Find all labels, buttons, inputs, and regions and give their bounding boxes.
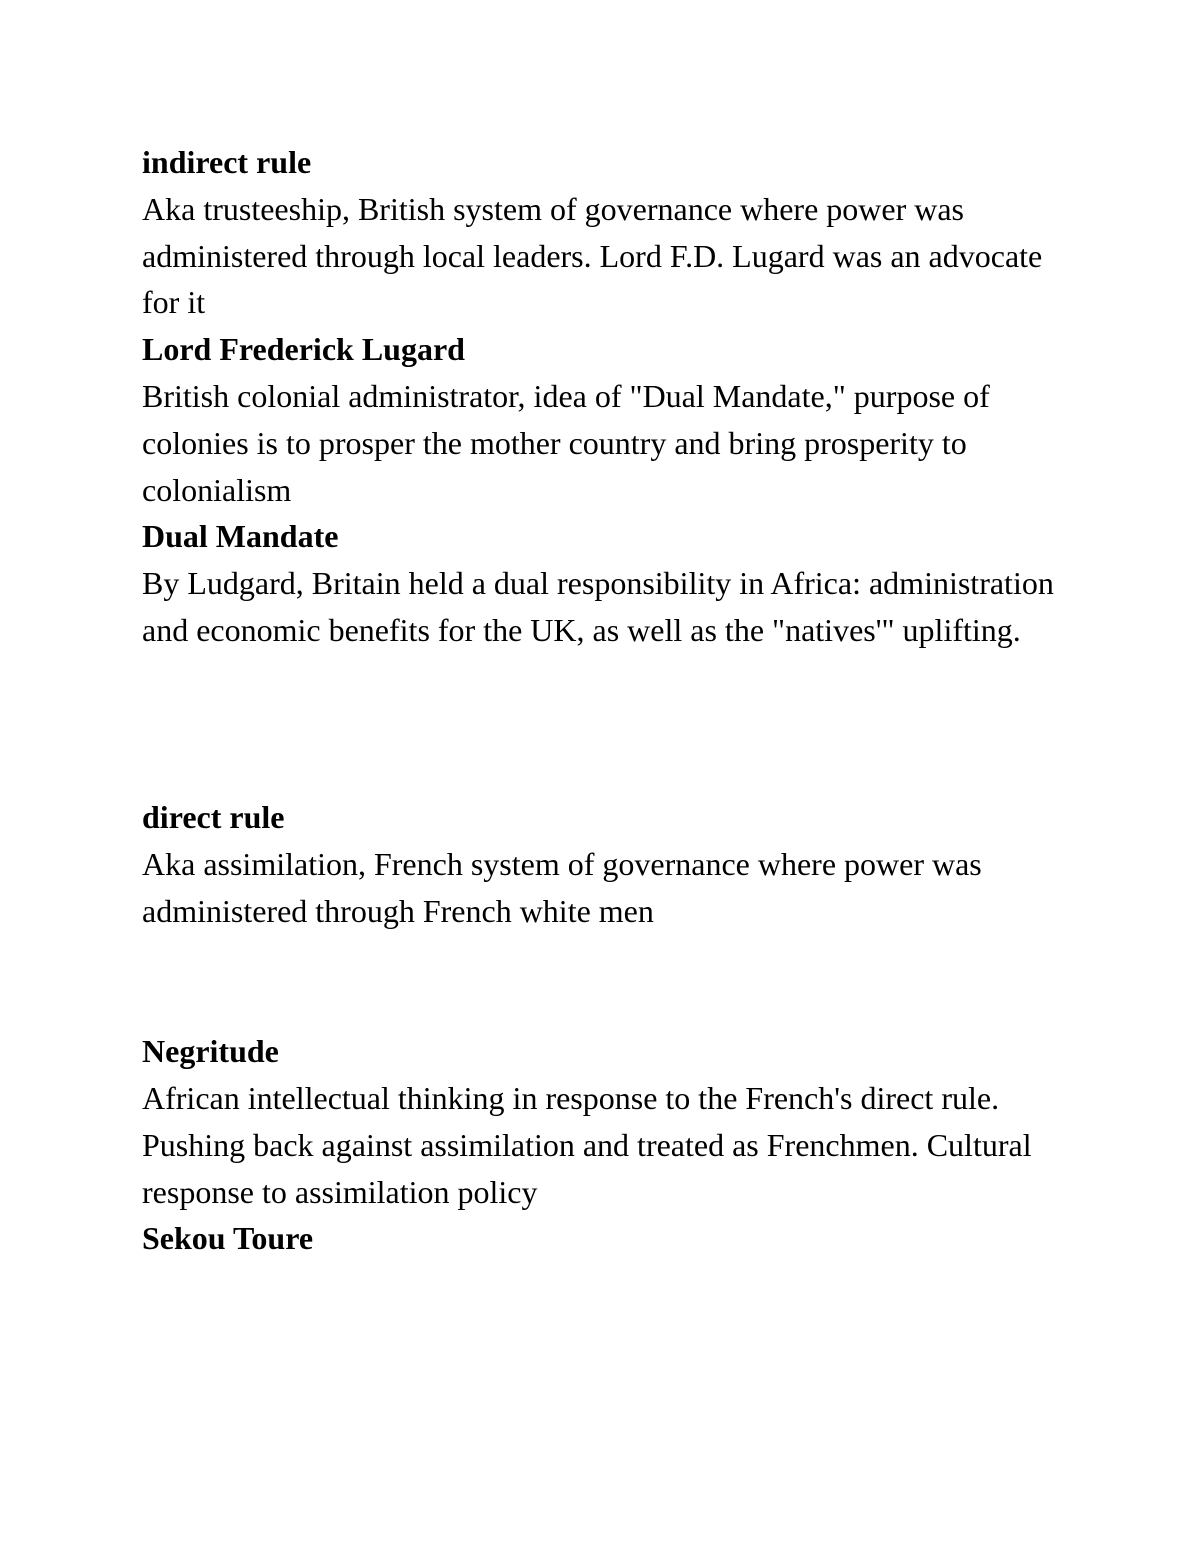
- entry-direct-rule: [142, 794, 1072, 934]
- term-heading: indirect rule: [142, 144, 312, 180]
- term-definition: African intellectual thinking in response to the French's direct rule. Pushing back against assimilation and treated as Frenchmen. Cultural response to assimilation policy: [142, 1079, 1032, 1210]
- term-definition: Aka assimilation, French system of governance where power was administered through French white men: [142, 845, 982, 929]
- entry-indirect-rule: [142, 139, 1072, 326]
- term-heading: direct rule: [142, 799, 285, 836]
- term-heading: Sekou Toure: [142, 1220, 314, 1257]
- term-heading: Dual Mandate: [142, 518, 339, 555]
- term-definition: British colonial administrator, idea of "Dual Mandate," purpose of colonies is to prosper the mother country and bring prosperity to colonialism: [142, 377, 990, 508]
- term-heading: Negritude: [142, 1033, 279, 1070]
- term-definition: Aka trusteeship, British system of governance where power was administered through local leaders. Lord F.D. Lugard was an advocate for it: [142, 190, 1043, 321]
- term-heading: Lord Frederick Lugard: [142, 331, 465, 368]
- entry-sekou-toure: [142, 1215, 1072, 1262]
- blank-space: [142, 654, 1072, 794]
- term-definition: By Ludgard, Britain held a dual responsibility in Africa: administration and economic benefits for the UK, as well as the "natives'" uplifting.: [142, 565, 1054, 648]
- flashcard-list: [142, 139, 1072, 1262]
- blank-space: [142, 935, 1072, 1029]
- entry-dual-mandate: [142, 513, 1072, 653]
- entry-negritude: [142, 1028, 1072, 1215]
- entry-lord-frederick-lugard: [142, 326, 1072, 513]
